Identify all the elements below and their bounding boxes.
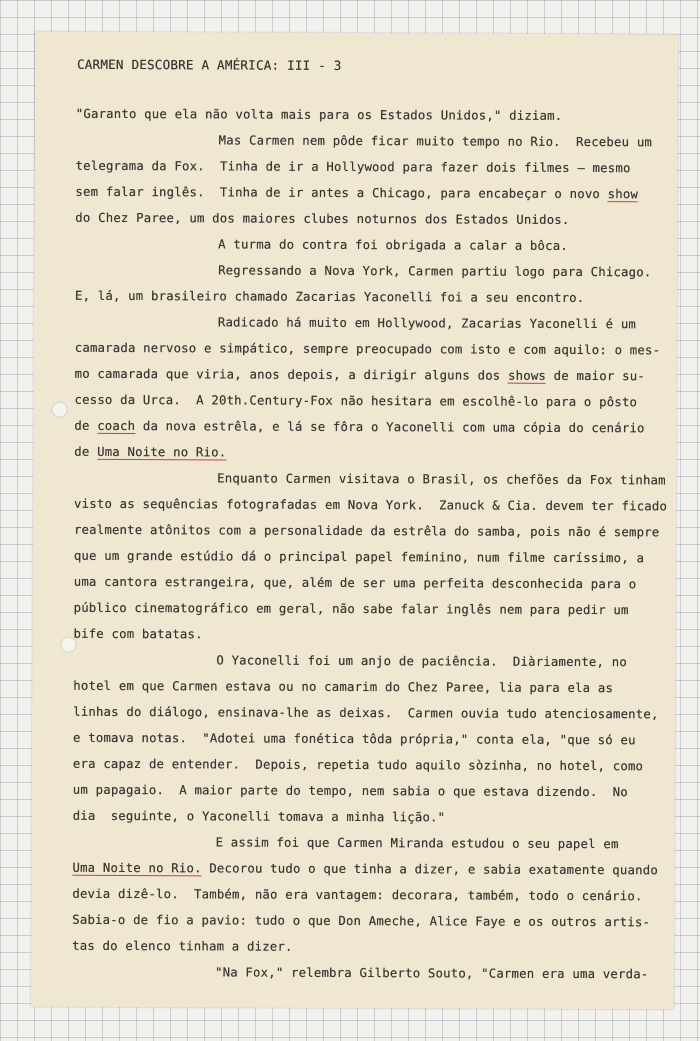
text-line: dia seguinte, o Yaconelli tomava a minha lição." (72, 808, 446, 825)
text-line: de coach da nova estrêla, e lá se fôra o Yaconelli com uma cópia do cenário (74, 418, 645, 436)
text-line: hotel em que Carmen estava ou no camarim do Chez Paree, lia para ela as (73, 678, 614, 696)
text-line: "Na Fox," relembra Gilberto Souto, "Carmen era uma verda- (214, 965, 649, 982)
text-line: Regressando a Nova York, Carmen partiu logo para Chicago. (218, 263, 652, 280)
underlined-word: show (607, 187, 639, 202)
text-line: telegrama da Fox. Tinha de ir a Hollywood para fazer dois filmes — mesmo (75, 158, 631, 176)
text-line: Uma Noite no Rio. Decorou tudo o que tinha a dizer, e sabia exatamente quando (72, 860, 658, 878)
text-line: bife com batatas. (73, 626, 203, 642)
text-line: do Chez Paree, um dos maiores clubes noturnos dos Estados Unidos. (75, 210, 570, 227)
underlined-word: shows (508, 368, 547, 383)
underlined-title: Uma Noite no Rio. (97, 444, 227, 460)
text-line: sem falar inglês. Tinha de ir antes a Chicago, para encabeçar o novo show (75, 184, 639, 202)
text-line: "Garanto que ela não volta mais para os Estados Unidos," diziam. (75, 106, 563, 123)
text-line: tas do elenco tinham a dizer. (72, 938, 293, 954)
text-line: que um grande estúdio dá o principal papel feminino, num filme caríssimo, a (73, 548, 645, 566)
text-line: Radicado há muito em Hollywood, Zacarias Yaconelli é um (217, 315, 637, 332)
text-line: E, lá, um brasileiro chamado Zacarias Yaconelli foi a seu encontro. (74, 288, 585, 306)
text-line: Mas Carmen nem pôde ficar muito tempo no Rio. Recebeu um (218, 133, 653, 150)
text-line: Enquanto Carmen visitava o Brasil, os chefões da Fox tinham (217, 471, 666, 488)
underlined-word: coach (97, 418, 136, 434)
text-line: cesso da Urca. A 20th.Century-Fox não hesitara em escolhê-lo para o pôsto (74, 392, 638, 410)
text-line: um papagaio. A maior parte do tempo, nem sabia o que estava dizendo. No (72, 782, 628, 800)
text-line: E assim foi que Carmen Miranda estudou o seu papel em (215, 835, 619, 852)
text-line: realmente atônitos com a personalidade da estrêla do samba, pois não é sempre (73, 522, 660, 540)
text-line: Sabia-o de fio a pavio: tudo o que Don Ameche, Alice Faye e os outros artis- (72, 912, 651, 930)
text-line: camarada nervoso e simpático, sempre preocupado com isto e com aquilo: o mes- (74, 340, 661, 358)
text-line: e tomava notas. "Adotei uma fonética tôda própria," conta ela, "que só eu (73, 730, 636, 748)
text-line: devia dizê-lo. Também, não era vantagem: decorara, também, todo o cenário. (72, 886, 643, 904)
text-line: O Yaconelli foi um anjo de paciência. Diàriamente, no (216, 653, 628, 670)
text-line: de Uma Noite no Rio. (74, 444, 227, 460)
text-line: visto as sequências fotografadas em Nova York. Zanuck & Cia. devem ter ficado (74, 496, 668, 514)
text-line: uma cantora estrangeira, que, além de ser uma perfeita desconhecida para o (73, 574, 637, 592)
text-line: público cinematográfico em geral, não sabe falar inglês nem para pedir um (73, 600, 629, 618)
page-header: CARMEN DESCOBRE A AMÉRICA: III - 3 (76, 56, 342, 73)
text-line: A turma do contra foi obrigada a calar a bôca. (218, 237, 568, 253)
underlined-title: Uma Noite no Rio. (72, 860, 202, 876)
text-line: linhas do diálogo, ensinava-lhe as deixas. Carmen ouvia tudo atenciosamente, (73, 704, 659, 722)
text-line: era capaz de entender. Depois, repetia tudo aquilo sòzinha, no hotel, como (72, 756, 644, 774)
typewritten-page (31, 32, 678, 1010)
text-line: mo camarada que viria, anos depois, a dirigir alguns dos shows de maior su- (74, 366, 645, 384)
punch-hole (51, 402, 67, 418)
